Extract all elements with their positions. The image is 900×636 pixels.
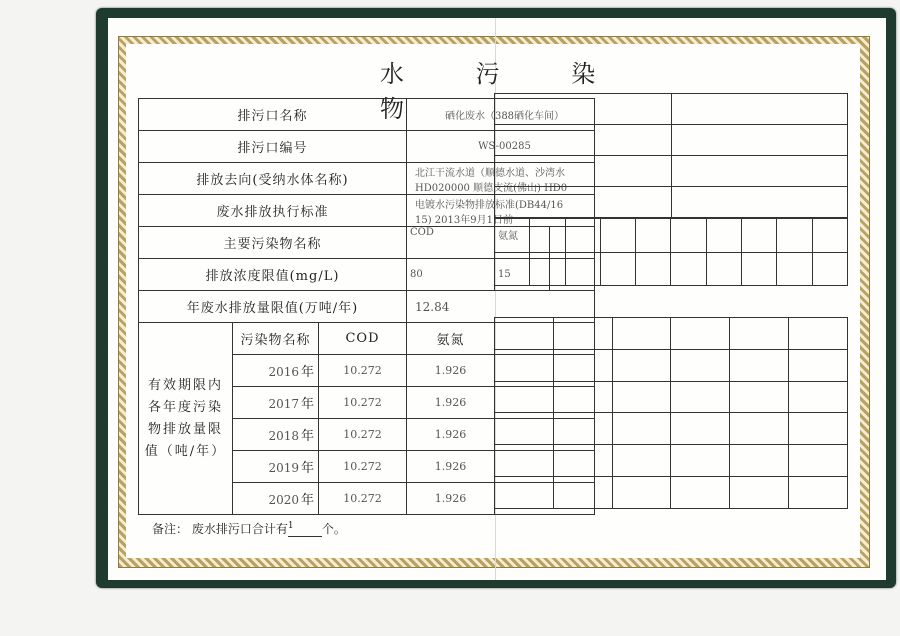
discharge-to-label: 排放去向(受纳水体名称) <box>139 163 407 195</box>
limit-1: 80 <box>407 259 495 291</box>
footnote-prefix: 备注： 废水排污口合计有 <box>152 522 288 536</box>
ammonia-value: 1.926 <box>407 451 495 483</box>
limit-2: 15 <box>495 259 550 291</box>
ammonia-value: 1.926 <box>407 483 495 515</box>
cod-value: 10.272 <box>319 419 407 451</box>
annual-value: 12.84 <box>407 291 595 323</box>
year-cell: 2017 年 <box>233 387 319 419</box>
discharge-to-line-2: HD020000 顺德支流(佛山) HD0 <box>415 182 568 194</box>
outlet-name-label: 排污口名称 <box>139 99 407 131</box>
outlet-no-label: 排污口编号 <box>139 131 407 163</box>
year-cell: 2016 年 <box>233 355 319 387</box>
limits-label: 排放浓度限值(mg/L) <box>139 259 407 291</box>
year-cell: 2020 年 <box>233 483 319 515</box>
page-title: 水 污 染 物 <box>380 60 628 123</box>
side-label-line-4: 值（吨/年） <box>144 443 227 459</box>
footnote-suffix: 个。 <box>321 522 346 536</box>
ammonia-value: 1.926 <box>407 387 495 419</box>
right-grid-middle <box>494 218 848 286</box>
right-grid-bottom <box>494 317 848 509</box>
cod-header: COD <box>319 323 407 355</box>
side-label-line-3: 物排放量限 <box>147 421 223 437</box>
cod-value: 10.272 <box>319 483 407 515</box>
pollutants-label: 主要污染物名称 <box>139 227 407 259</box>
pollutant-2: 氨氮 <box>495 227 550 259</box>
annual-label: 年废水排放量限值(万吨/年) <box>139 291 407 323</box>
ammonia-value: 1.926 <box>407 419 495 451</box>
standard-label: 废水排放执行标准 <box>139 195 407 227</box>
pollutant-1: COD <box>407 227 495 259</box>
year-cell: 2018 年 <box>233 419 319 451</box>
cod-value: 10.272 <box>319 355 407 387</box>
pollutant-header: 污染物名称 <box>233 323 319 355</box>
year-cell: 2019 年 <box>233 451 319 483</box>
outlet-name-value: 硒化废水（388硒化车间） <box>407 99 595 131</box>
right-grid-top <box>494 93 848 218</box>
outlet-count: 1 <box>288 521 322 537</box>
standard-line-2: 15) 2013年9月1日前 <box>415 214 513 226</box>
cod-value: 10.272 <box>319 451 407 483</box>
ammonia-value: 1.926 <box>407 355 495 387</box>
side-label-line-1: 有效期限内 <box>147 377 223 393</box>
yearly-side-label <box>139 323 233 515</box>
ammonia-header: 氨氮 <box>407 323 495 355</box>
outlet-no-value: WS-00285 <box>407 131 595 163</box>
footnote <box>152 520 346 537</box>
discharge-to-line-1: 北江干流水道（顺德水道、沙湾水 <box>415 167 565 179</box>
side-label-line-2: 各年度污染 <box>147 399 223 415</box>
standard-line-1: 电镀水污染物排放标准(DB44/16 <box>415 199 564 211</box>
cod-value: 10.272 <box>319 387 407 419</box>
